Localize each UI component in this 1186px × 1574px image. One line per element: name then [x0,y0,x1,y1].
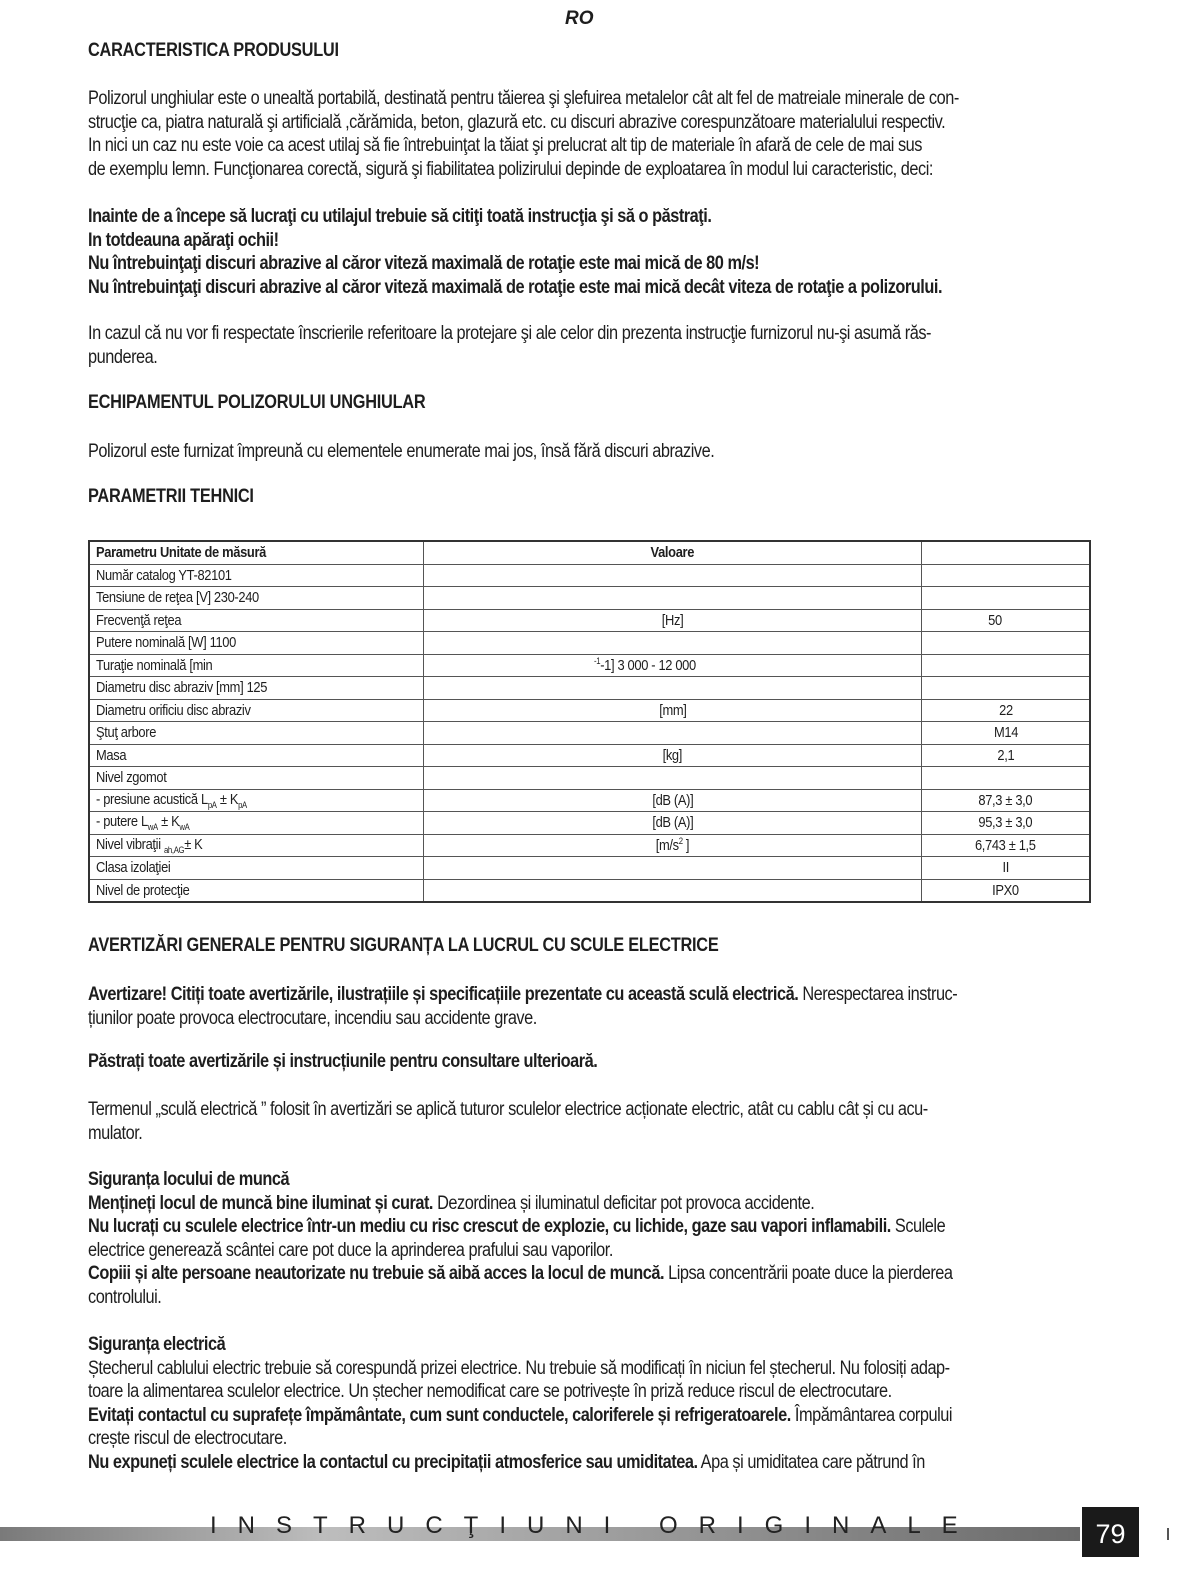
bold-text: Evitați contactul cu suprafețe împământate, cum sunt conductele, caloriferele și refrigeratoarele. [88,1404,791,1426]
table-cell [96,836,202,855]
table-row [89,654,1090,677]
table-cell: Turaţie nominală [min [96,656,213,674]
text: Sculele [890,1216,946,1237]
table-cell: 2,1 [997,746,1014,764]
section-title-general-warnings: AVERTIZĂRI GENERALE PENTRU SIGURANȚA LA LUCRUL CU SCULE ELECTRICE [88,935,719,956]
table-cell: Diametru disc abraziv [mm] 125 [96,679,268,697]
warning-line: Nu întrebuinţaţi discuri abrazive al căror viteză maximală de rotaţie este mai mică de 80 m/s! [88,253,760,274]
cell-text: Nivel vibraţii [96,835,164,853]
term-paragraph [88,1098,1090,1145]
section-title-product: CARACTERISTICA PRODUSULUI [88,40,339,61]
workplace-safety-section [88,1168,1090,1309]
table-row [89,609,1090,632]
table-cell: 87,3 ± 3,0 [978,791,1033,809]
table-row [89,587,1090,610]
table-cell: IPX0 [992,881,1019,899]
table-cell: 95,3 ± 3,0 [978,814,1033,832]
superscript: -1 [594,656,601,667]
warning-paragraph [88,983,1090,1030]
table-cell: Nivel zgomot [96,769,167,787]
paragraph-line: Termenul „sculă electrică ” folosit în avertizări se aplică tuturor sculelor electrice acționate electric, atât cu cablu cât și cu acu- [88,1099,928,1120]
table-cell: Clasa izolaţiei [96,859,171,877]
paragraph-line: electrice generează scântei care pot duce la aprinderea prafului sau vaporilor. [88,1239,613,1261]
liability-line: punderea. [88,346,158,368]
paragraph-line: toare la alimentarea sculelor electrice. Un ștecher nemodificat care se potrivește în priză reduce riscul de electrocutare. [88,1381,892,1402]
header-cell: Parametru Unitate de măsură [96,544,266,562]
paragraph-line [88,1215,950,1239]
warning-line: Nu întrebuinţaţi discuri abrazive al căror viteză maximală de rotaţie este mai mică decât viteza de rotaţie a polizorului. [88,276,943,298]
intro-line: de exemplu lemn. Funcţionarea corectă, sigură şi fiabilitatea polizirului depinde de exploatarea în modul lui caracteristic, deci: [88,158,933,180]
paragraph-line: crește riscul de electrocutare. [88,1428,287,1449]
table-cell [656,836,689,854]
warning-line: In totdeauna apăraţi ochii! [88,229,279,251]
table-cell: Masa [96,746,127,764]
table-row [89,677,1090,700]
table-cell: [dB (A)] [652,791,693,809]
paragraph-line: controlului. [88,1286,162,1308]
paragraph-line [88,1262,953,1286]
table-cell: [dB (A)] [652,814,693,832]
table-cell: Putere nominală [W] 1100 [96,634,236,652]
table-row [89,879,1090,902]
paragraph-line [88,983,958,1007]
cell-text: ± K [216,790,239,808]
table-row [89,699,1090,722]
paragraph-line: Păstrați toate avertizările și instrucțiunile pentru consultare ulterioară. [88,1051,598,1072]
table-row [89,767,1090,790]
cell-text: ± K [184,835,203,853]
table-row-vibration [89,834,1090,857]
table-row [89,632,1090,655]
superscript: 2 [678,836,683,847]
table-cell: 50 [988,611,1002,629]
text: Nerespectarea instruc- [798,984,958,1005]
subscript: wA [147,822,158,833]
table-row-sound-pressure [89,789,1090,812]
table-cell: Număr catalog YT-82101 [96,566,232,584]
text: Lipsa concentrării poate duce la pierderea [664,1263,953,1284]
footer-tick-mark [1167,1528,1169,1540]
subscript: wA [179,822,190,833]
table-cell-text: -1] 3 000 - 12 000 [600,657,696,675]
table-cell: Frecvenţă reţea [96,611,182,629]
table-row [89,744,1090,767]
parameters-table [88,540,1091,903]
table-row [89,857,1090,880]
intro-paragraph [88,87,1090,181]
table-cell: M14 [993,724,1018,742]
paragraph-line [88,1192,950,1216]
table-row-sound-power [89,812,1090,835]
subscript: pA [238,799,247,810]
bold-text: Avertizare! Citiți toate avertizările, ilustrațiile și specificațiile prezentate cu această sculă electrică. [88,984,799,1005]
paragraph-line [88,1451,950,1475]
bold-text: Mențineți locul de muncă bine iluminat și curat. [88,1192,434,1214]
cell-text: - presiune acustică L [96,790,208,808]
header-cell: Valoare [650,544,695,562]
paragraph-line [88,1404,953,1428]
warning-line: Inainte de a începe să lucraţi cu utilajul trebuie să citiţi toată instrucţia şi să o păstraţi. [88,206,712,227]
table-cell: 6,743 ± 1,5 [975,836,1036,854]
section-title-equipment: ECHIPAMENTUL POLIZORULUI UNGHIULAR [88,392,426,413]
table-cell: [Hz] [661,611,684,629]
cell-text: ] [682,837,690,855]
table-row [89,722,1090,745]
equipment-paragraph [88,440,1090,464]
cell-text: - putere L [96,813,148,831]
paragraph-line: mulator. [88,1122,143,1144]
bold-text: Copiii și alte persoane neautorizate nu trebuie să aibă acces la locul de muncă. [88,1263,665,1284]
table-cell: II [1002,859,1009,877]
table-cell: 22 [998,701,1013,719]
equipment-text: Polizorul este furnizat împreună cu elementele enumerate mai jos, însă fără discuri abrazive. [88,441,715,462]
table-cell [96,813,189,832]
subscript: ah,AG [163,844,185,855]
table-cell: [kg] [662,746,683,764]
cell-text: ± K [157,813,180,831]
intro-line: strucţie ca, piatra naturală şi artificială ,cărămida, beton, glazură etc. cu discuri abrazive corespunzătoare materialului respectiv. [88,111,946,133]
page-number: 79 [1082,1507,1139,1557]
table-cell: [mm] [658,701,687,719]
subscript: pA [207,799,217,810]
subsection-title: Siguranța locului de muncă [88,1169,290,1190]
language-code: RO [565,8,594,29]
subsection-title: Siguranța electrică [88,1334,226,1355]
table-cell: Diametru orificiu disc abraziv [96,701,251,719]
table-row [89,564,1090,587]
text: Apa și umiditatea care pătrund în [697,1451,925,1473]
table-cell [594,656,696,674]
intro-line: In nici un caz nu este voie ca acest utilaj să fie întrebuinţat la tăiat şi prelucrat alt tip de materiale în afară de cele de mai sus [88,135,922,156]
paragraph-line: țiunilor poate provoca electrocutare, incendiu sau accidente grave. [88,1007,537,1029]
bold-text: Nu lucrați cu sculele electrice într-un mediu cu risc crescut de explozie, cu lichide, gaze sau vapori inflamabili. [88,1216,891,1237]
table-cell: Tensiune de reţea [V] 230-240 [96,589,259,607]
text: Împământarea corpului [790,1404,953,1426]
electrical-safety-section [88,1333,1090,1474]
table-cell: Nivel de protecţie [96,881,190,899]
footer-title: INSTRUCŢIUNI ORIGINALE [210,1512,979,1539]
section-title-parameters: PARAMETRII TEHNICI [88,486,254,507]
bold-text: Nu expuneți sculele electrice la contactul cu precipitații atmosferice sau umiditatea. [88,1451,698,1473]
paragraph-line: Ștecherul cablului electric trebuie să corespundă prizei electrice. Nu trebuie să modificați în niciun fel ștecherul. Nu folosiți adap- [88,1357,950,1379]
safety-warnings [88,205,1090,299]
table-cell: Ştuţ arbore [96,724,157,742]
cell-text: [m/s [655,837,679,855]
intro-line: Polizorul unghiular este o unealtă portabilă, destinată pentru tăierea şi şlefuirea metalelor cât alt fel de matreiale minerale de con- [88,88,959,109]
keep-instructions-paragraph [88,1050,1090,1074]
text: Dezordinea și iluminatul deficitar pot provoca accidente. [433,1192,815,1214]
table-header-row [89,541,1090,564]
liability-paragraph [88,322,1090,369]
liability-line: In cazul că nu vor fi respectate înscrierile referitoare la protejare şi ale celor din prezenta instrucţie furnizorul nu-şi asumă răs- [88,323,931,344]
table-cell [96,791,247,810]
